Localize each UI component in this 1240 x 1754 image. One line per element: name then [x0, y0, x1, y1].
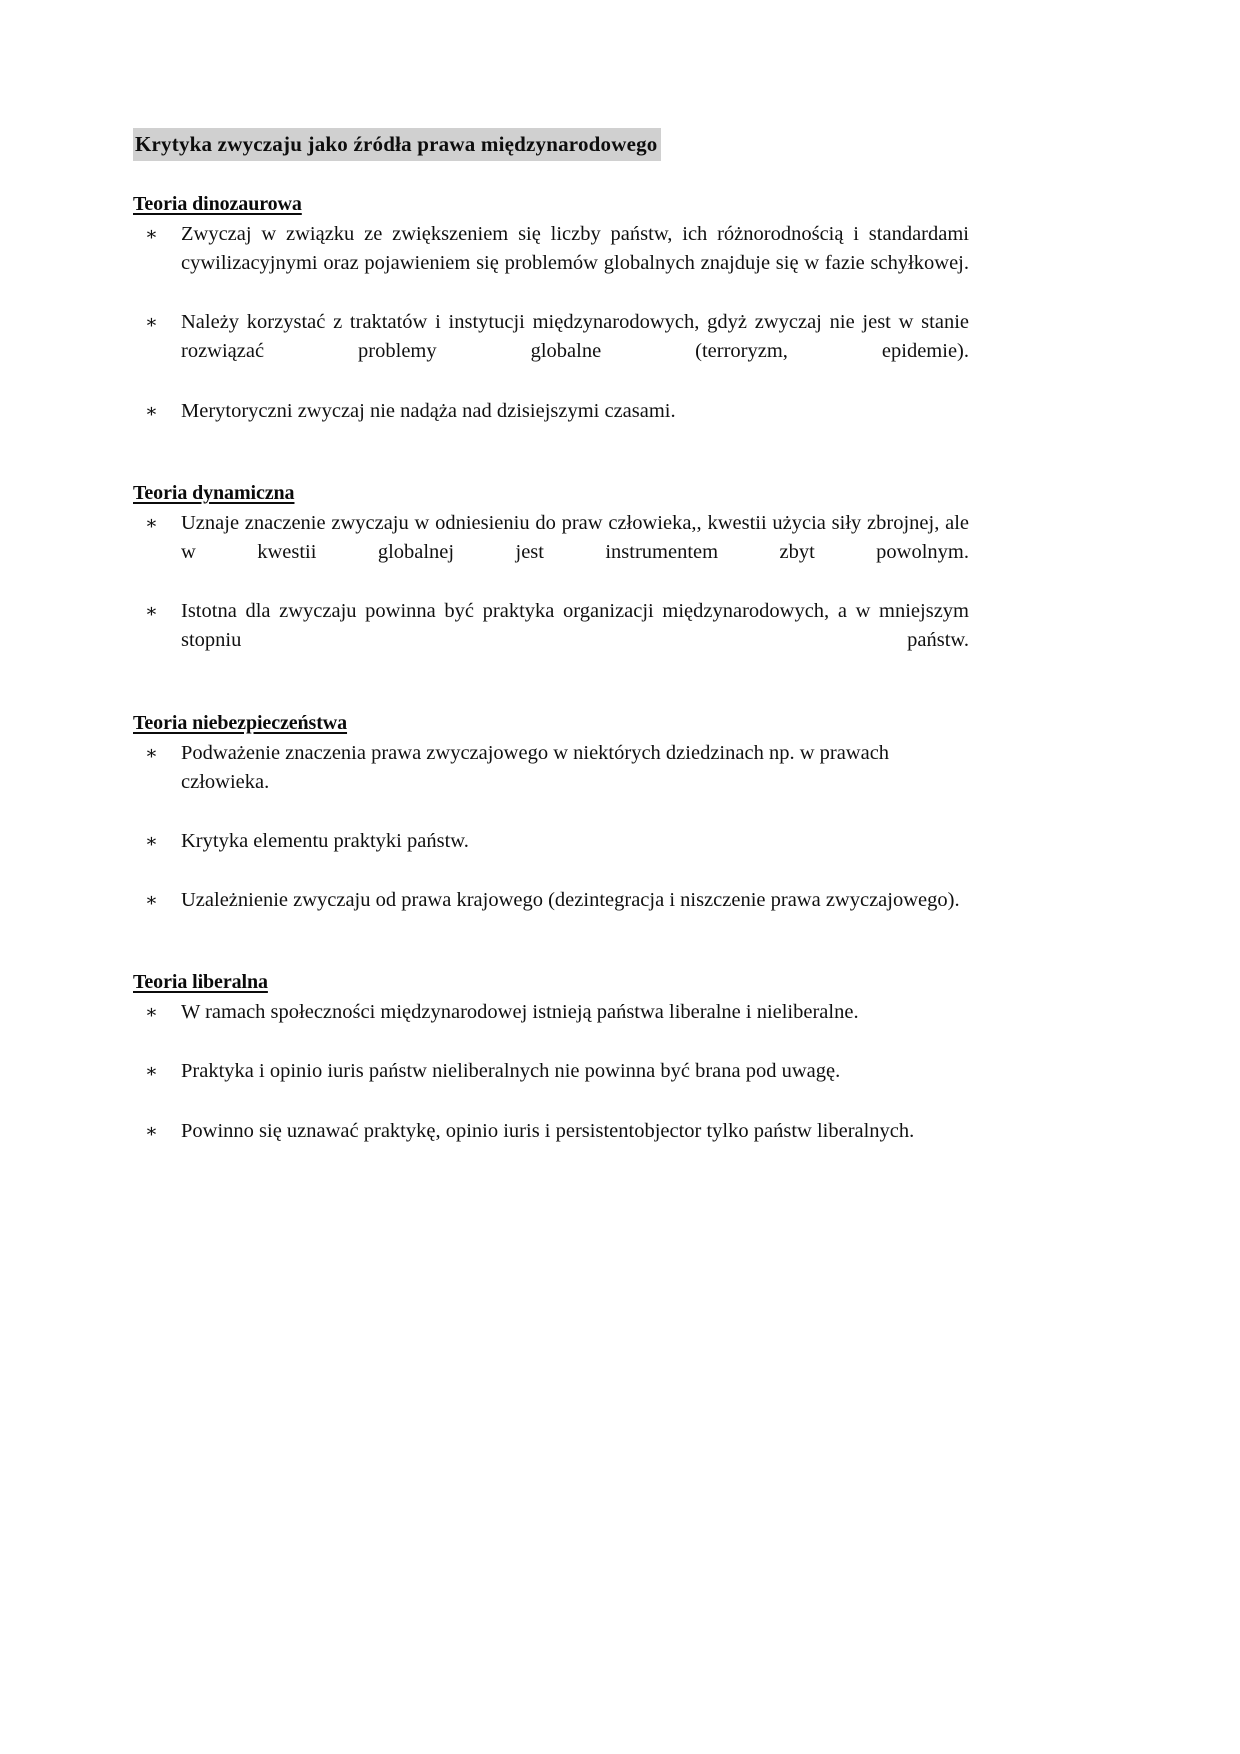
list-item	[133, 739, 969, 826]
bullet-list	[133, 509, 969, 685]
document-title: Krytyka zwyczaju jako źródła prawa międzynarodowego	[133, 128, 661, 161]
section	[133, 169, 969, 455]
bullet-asterisk-icon: ∗	[145, 512, 158, 534]
bullet-list	[133, 220, 969, 455]
list-item	[133, 1057, 969, 1115]
bullet-asterisk-icon: ∗	[145, 742, 158, 764]
list-item-text: Powinno się uznawać praktykę, opinio iuris i persistentobjector tylko państw liberalnych.	[181, 1119, 915, 1142]
section-heading: Teoria niebezpieczeństwa	[133, 711, 348, 734]
bullet-asterisk-icon: ∗	[145, 223, 158, 245]
list-item-text: Zwyczaj w związku ze zwiększeniem się liczby państw, ich różnorodnością i standardami cywilizacyjnymi oraz pojawieniem się problemów globalnych znajduje się w fazie schyłkowej.	[181, 222, 969, 275]
bullet-list	[133, 739, 969, 945]
list-item-text: Krytyka elementu praktyki państw.	[181, 829, 469, 852]
bullet-asterisk-icon: ∗	[145, 1120, 158, 1142]
bullet-asterisk-icon: ∗	[145, 1061, 158, 1083]
bullet-asterisk-icon: ∗	[145, 400, 158, 422]
list-item-text: Podważenie znaczenia prawa zwyczajowego w niektórych dziedzinach np. w prawach człowieka.	[181, 741, 890, 793]
list-item	[133, 998, 969, 1056]
bullet-asterisk-icon: ∗	[145, 312, 158, 334]
list-item	[133, 509, 969, 596]
list-item	[133, 1117, 969, 1175]
section-heading: Teoria liberalna	[133, 971, 268, 994]
sections-container	[133, 169, 969, 1175]
list-item	[133, 397, 969, 455]
list-item-text: W ramach społeczności międzynarodowej istnieją państwa liberalne i nieliberalne.	[181, 1001, 859, 1024]
list-item	[133, 220, 969, 307]
list-item	[133, 308, 969, 395]
bullet-asterisk-icon: ∗	[145, 830, 158, 852]
list-item	[133, 827, 969, 885]
document-content	[133, 128, 969, 1176]
bullet-asterisk-icon: ∗	[145, 890, 158, 912]
bullet-list	[133, 998, 969, 1175]
list-item	[133, 597, 969, 684]
section	[133, 456, 969, 685]
list-item-text: Praktyka i opinio iuris państw nieliberalnych nie powinna być brana pod uwagę.	[181, 1060, 841, 1083]
list-item	[133, 886, 969, 944]
section-heading: Teoria dinozaurowa	[133, 192, 302, 215]
list-item-text: Uzależnienie zwyczaju od prawa krajowego (dezintegracja i niszczenie prawa zwyczajowego).	[181, 889, 960, 912]
list-item-text: Uznaje znaczenie zwyczaju w odniesieniu do praw człowieka,, kwestii użycia siły zbrojnej, ale w kwestii globalnej jest instrumentem zbyt powolnym.	[181, 511, 969, 563]
list-item-text: Merytoryczni zwyczaj nie nadąża nad dzisiejszymi czasami.	[181, 399, 676, 422]
section	[133, 686, 969, 945]
list-item-text: Należy korzystać z traktatów i instytucji międzynarodowych, gdyż zwyczaj nie jest w stanie rozwiązać problemy globalne (terroryzm, epidemie).	[181, 311, 969, 363]
bullet-asterisk-icon: ∗	[145, 601, 158, 623]
section	[133, 945, 969, 1175]
bullet-asterisk-icon: ∗	[145, 1002, 158, 1024]
section-heading: Teoria dynamiczna	[133, 481, 295, 504]
list-item-text: Istotna dla zwyczaju powinna być praktyka organizacji międzynarodowych, a w mniejszym stopniu państw.	[181, 600, 969, 652]
